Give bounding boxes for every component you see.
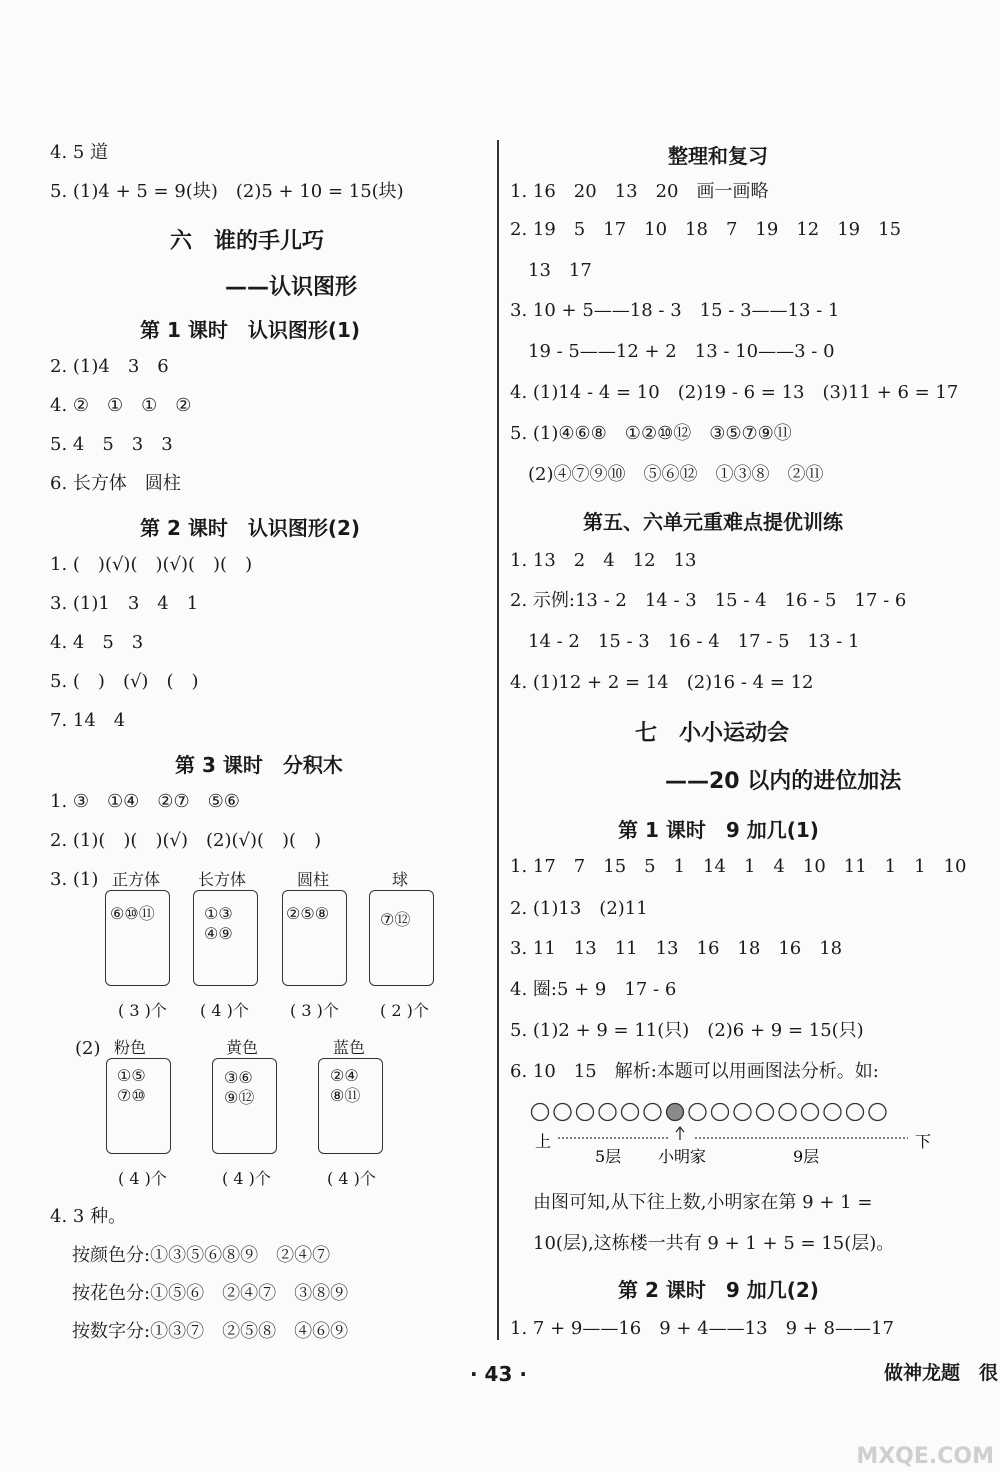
unit-subtitle: ——20 以内的进位加法 <box>665 769 902 794</box>
answer-line: 6. 长方体 圆柱 <box>50 473 181 494</box>
box-items: ①⑤ ⑦⑩ <box>117 1066 146 1105</box>
answer-line: (2)④⑦⑨⑩ ⑤⑥⑫ ①③⑧ ②⑪ <box>510 464 824 485</box>
box-items: ①③ ④⑨ <box>204 904 233 943</box>
watermark: MXQE.COM <box>856 1444 994 1469</box>
column-divider <box>497 140 499 1340</box>
lesson-title: 第 2 课时 认识图形(2) <box>140 516 361 540</box>
answer-line: 3. 10 + 5——18 - 3 15 - 3——13 - 1 <box>510 300 840 321</box>
floor-circle <box>869 1104 886 1121</box>
shape-label: 球 <box>392 870 409 889</box>
box-items: ②⑤⑧ <box>286 904 330 923</box>
answer-line: 按颜色分:①③⑤⑥⑧⑨ ②④⑦ <box>72 1245 331 1266</box>
count-text: ( 4 )个 <box>222 1169 271 1188</box>
answer-line: 2. (1)13 (2)11 <box>510 898 648 919</box>
color-label: 黄色 <box>226 1038 259 1057</box>
floor-diagram <box>530 1100 950 1170</box>
floor-circle <box>734 1104 751 1121</box>
answer-line: 1. 7 + 9——16 9 + 4——13 9 + 8——17 <box>510 1318 894 1339</box>
answer-line: 1. 16 20 13 20 画一画略 <box>510 181 769 202</box>
answer-line: 19 - 5——12 + 2 13 - 10——3 - 0 <box>510 341 835 362</box>
box-items: ⑦⑫ <box>380 910 411 929</box>
answer-line: 5. (1)2 + 9 = 11(只) (2)6 + 9 = 15(只) <box>510 1020 864 1041</box>
answer-line: 4. (1)14 - 4 = 10 (2)19 - 6 = 13 (3)11 + 6 = 17 <box>510 382 959 403</box>
count-text: ( 3 )个 <box>118 1001 167 1020</box>
floor-circle <box>644 1104 661 1121</box>
answer-line: 6. 10 15 解析:本题可以用画图法分析。如: <box>510 1061 879 1082</box>
answer-line: 4. 3 种。 <box>50 1206 127 1227</box>
floors-above-label: 9层 <box>793 1147 820 1166</box>
floor-circle <box>689 1104 706 1121</box>
unit-subtitle: ——认识图形 <box>225 275 358 300</box>
answer-line: 4. 5 道 <box>50 142 109 163</box>
shape-label: 正方体 <box>112 870 161 889</box>
answer-line: 5. (1)4 + 5 = 9(块) (2)5 + 10 = 15(块) <box>50 181 404 202</box>
floor-circle <box>847 1104 864 1121</box>
answer-line: 按花色分:①⑤⑥ ②④⑦ ③⑧⑨ <box>72 1283 349 1304</box>
count-text: ( 4 )个 <box>200 1001 249 1020</box>
answer-line: 2. 示例:13 - 2 14 - 3 15 - 4 16 - 5 17 - 6 <box>510 590 907 611</box>
box-items: ⑥⑩⑪ <box>110 904 155 923</box>
answer-line: 1. 13 2 4 12 13 <box>510 550 697 571</box>
color-label: 粉色 <box>114 1038 147 1057</box>
answer-line: 7. 14 4 <box>50 710 126 731</box>
page-number: · 43 · <box>470 1362 527 1386</box>
answer-line: 1. ( )(√)( )(√)( )( ) <box>50 554 253 575</box>
floor-circle <box>532 1104 549 1121</box>
answer-line: 3. (1)1 3 4 1 <box>50 593 199 614</box>
color-label: 蓝色 <box>333 1038 366 1057</box>
answer-line: 3. (1) <box>50 869 99 890</box>
box-items: ③⑥ ⑨⑫ <box>224 1068 255 1107</box>
answer-line: 4. (1)12 + 2 = 14 (2)16 - 4 = 12 <box>510 672 814 693</box>
unit-title: 六 谁的手儿巧 <box>170 229 325 254</box>
answer-line: 14 - 2 15 - 3 16 - 4 17 - 5 13 - 1 <box>510 631 860 652</box>
explanation-line: 10(层),这栋楼一共有 9 + 1 + 5 = 15(层)。 <box>533 1233 895 1254</box>
home-label: 小明家 <box>658 1147 707 1166</box>
explanation-line: 由图可知,从下往上数,小明家在第 9 + 1 = <box>533 1192 873 1213</box>
answer-line: 4. ② ① ① ② <box>50 395 192 416</box>
answer-line: 4. 4 5 3 <box>50 632 144 653</box>
floor-circle <box>599 1104 616 1121</box>
count-text: ( 4 )个 <box>327 1169 376 1188</box>
up-label: 上 <box>535 1132 552 1151</box>
answer-line: 2. (1)( )( )(√) (2)(√)( )( ) <box>50 830 322 851</box>
answer-line: 5. (1)④⑥⑧ ①②⑩⑫ ③⑤⑦⑨⑪ <box>510 423 792 444</box>
answer-line: 4. 圈:5 + 9 17 - 6 <box>510 979 677 1000</box>
down-label: 下 <box>915 1132 932 1151</box>
lesson-title: 第 2 课时 9 加几(2) <box>618 1278 819 1302</box>
count-text: ( 2 )个 <box>380 1001 429 1020</box>
box-items: ②④ ⑧⑪ <box>330 1066 361 1105</box>
answer-line: 按数字分:①③⑦ ②⑤⑧ ④⑥⑨ <box>72 1321 349 1342</box>
answer-line: 2. (1)4 3 6 <box>50 356 169 377</box>
count-text: ( 3 )个 <box>290 1001 339 1020</box>
floor-circle <box>757 1104 774 1121</box>
answer-line: (2) <box>75 1038 101 1059</box>
floor-circle <box>622 1104 639 1121</box>
floor-circle <box>554 1104 571 1121</box>
shape-label: 长方体 <box>198 870 247 889</box>
section-title: 第五、六单元重难点提优训练 <box>583 510 843 534</box>
floor-circle <box>802 1104 819 1121</box>
floor-circle <box>824 1104 841 1121</box>
floors-below-label: 5层 <box>595 1147 622 1166</box>
answer-line: 5. ( ) (√) ( ) <box>50 671 199 692</box>
floor-circles <box>532 1104 887 1121</box>
arrow-up-icon <box>676 1127 684 1140</box>
answer-line: 5. 4 5 3 3 <box>50 434 173 455</box>
answer-line: 13 17 <box>510 260 592 281</box>
lesson-title: 第 3 课时 分积木 <box>175 753 343 777</box>
answer-line: 1. ③ ①④ ②⑦ ⑤⑥ <box>50 791 240 812</box>
shape-label: 圆柱 <box>297 870 330 889</box>
home-floor-circle <box>667 1104 684 1121</box>
sort-box <box>369 890 434 986</box>
lesson-title: 第 1 课时 认识图形(1) <box>140 318 361 342</box>
brand-text: 做神龙题 很 <box>884 1362 999 1384</box>
answer-line: 1. 17 7 15 5 1 14 1 4 10 11 1 1 10 <box>510 856 967 877</box>
section-title: 整理和复习 <box>668 144 768 168</box>
answer-line: 3. 11 13 11 13 16 18 16 18 <box>510 938 843 959</box>
floor-circle <box>779 1104 796 1121</box>
count-text: ( 4 )个 <box>118 1169 167 1188</box>
unit-title: 七 小小运动会 <box>635 721 790 746</box>
lesson-title: 第 1 课时 9 加几(1) <box>618 818 819 842</box>
answer-line: 2. 19 5 17 10 18 7 19 12 19 15 <box>510 219 902 240</box>
floor-circle <box>577 1104 594 1121</box>
floor-circle <box>712 1104 729 1121</box>
